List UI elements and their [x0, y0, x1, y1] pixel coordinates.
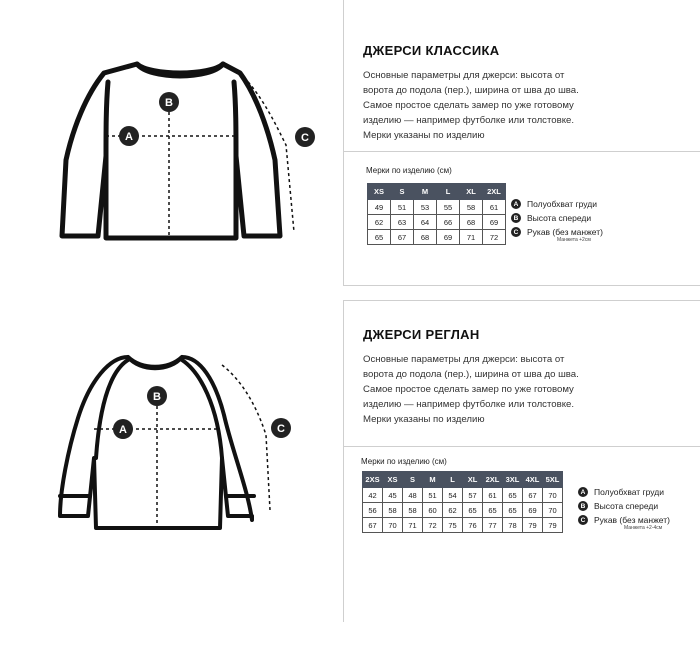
- table-cell: 53: [414, 200, 437, 215]
- table-cell: 64: [414, 215, 437, 230]
- table-cell: 65: [503, 503, 523, 518]
- table-cell: 77: [483, 518, 503, 533]
- raglan-desc-line: изделию — например футболке или толстовке.: [363, 399, 575, 410]
- badge-c-icon: C: [511, 227, 521, 237]
- legend-item: [511, 211, 603, 225]
- size-header: L: [437, 184, 460, 200]
- raglan-table-title: Мерки по изделию (см): [361, 457, 447, 466]
- table-cell: 67: [523, 488, 543, 503]
- table-cell: 66: [437, 215, 460, 230]
- table-cell: 61: [483, 488, 503, 503]
- legend-label: Полуобхват груди: [527, 199, 597, 209]
- raglan-jersey-sketch: [0, 300, 343, 622]
- classic-desc-line: изделию — например футболке или толстовке.: [363, 115, 575, 126]
- legend-label: Высота спереди: [527, 213, 592, 223]
- table-cell: 48: [403, 488, 423, 503]
- size-header: 5XL: [543, 472, 563, 488]
- table-cell: 70: [383, 518, 403, 533]
- badge-a-icon: A: [578, 487, 588, 497]
- table-row: [363, 488, 563, 503]
- classic-desc-line: Самое простое сделать замер по уже готовому: [363, 100, 574, 111]
- classic-section: [363, 43, 693, 143]
- classic-desc-line: Основные параметры для джерси: высота от: [363, 70, 565, 81]
- size-header: 3XL: [503, 472, 523, 488]
- size-header: XL: [460, 184, 483, 200]
- legend-item: [511, 197, 603, 211]
- raglan-section: [363, 327, 693, 427]
- table-cell: 78: [503, 518, 523, 533]
- table-header-row: [363, 472, 563, 488]
- table-cell: 65: [463, 503, 483, 518]
- badge-b-icon: B: [511, 213, 521, 223]
- size-header: M: [423, 472, 443, 488]
- classic-desc-line: ворота до подола (пер.), ширина от шва до шва.: [363, 85, 579, 96]
- cuff-note: Манжета +2-4см: [624, 525, 663, 531]
- table-cell: 58: [403, 503, 423, 518]
- table-cell: 68: [414, 230, 437, 245]
- table-cell: 72: [423, 518, 443, 533]
- table-row: [363, 503, 563, 518]
- table-cell: 45: [383, 488, 403, 503]
- vertical-divider-top: [343, 0, 344, 285]
- table-cell: 71: [460, 230, 483, 245]
- raglan-size-table: [362, 471, 563, 533]
- table-cell: 49: [368, 200, 391, 215]
- raglan-legend: [578, 485, 670, 531]
- marker-a: A: [125, 131, 133, 143]
- table-row: [368, 230, 506, 245]
- table-cell: 67: [363, 518, 383, 533]
- size-header: XS: [383, 472, 403, 488]
- divider-bottom-top: [343, 300, 700, 301]
- table-row: [368, 215, 506, 230]
- table-header-row: [368, 184, 506, 200]
- table-cell: 65: [503, 488, 523, 503]
- legend-label: Рукав (без манжет): [527, 227, 603, 237]
- table-cell: 65: [368, 230, 391, 245]
- table-cell: 42: [363, 488, 383, 503]
- raglan-description: [363, 352, 693, 427]
- table-cell: 55: [437, 200, 460, 215]
- table-cell: 69: [523, 503, 543, 518]
- marker-c: C: [277, 423, 285, 435]
- size-header: S: [403, 472, 423, 488]
- size-header: 2XS: [363, 472, 383, 488]
- table-cell: 57: [463, 488, 483, 503]
- divider-top-mid: [343, 151, 700, 152]
- divider-top-bottom: [343, 285, 700, 286]
- classic-description: [363, 68, 693, 143]
- table-cell: 69: [437, 230, 460, 245]
- legend-item: [578, 485, 670, 499]
- size-header: XS: [368, 184, 391, 200]
- classic-jersey-sketch: [0, 0, 343, 285]
- size-header: S: [391, 184, 414, 200]
- table-cell: 60: [423, 503, 443, 518]
- raglan-desc-line: ворота до подола (пер.), ширина от шва до шва.: [363, 369, 579, 380]
- raglan-desc-line: Мерки указаны по изделию: [363, 414, 485, 425]
- size-header: 4XL: [523, 472, 543, 488]
- table-cell: 62: [368, 215, 391, 230]
- legend-label: Рукав (без манжет): [594, 515, 670, 525]
- table-cell: 54: [443, 488, 463, 503]
- table-cell: 68: [460, 215, 483, 230]
- table-cell: 62: [443, 503, 463, 518]
- size-header: M: [414, 184, 437, 200]
- marker-a: A: [119, 424, 127, 436]
- cuff-note: Манжета +2см: [557, 237, 591, 243]
- table-cell: 51: [391, 200, 414, 215]
- table-cell: 51: [423, 488, 443, 503]
- legend-item: [578, 499, 670, 513]
- table-cell: 79: [543, 518, 563, 533]
- size-header: XL: [463, 472, 483, 488]
- size-header: 2XL: [483, 472, 503, 488]
- table-cell: 71: [403, 518, 423, 533]
- divider-bottom-mid: [343, 446, 700, 447]
- raglan-desc-line: Самое простое сделать замер по уже готовому: [363, 384, 574, 395]
- legend-label: Полуобхват груди: [594, 487, 664, 497]
- classic-jersey-diagram: [0, 0, 343, 285]
- table-cell: 79: [523, 518, 543, 533]
- table-cell: 75: [443, 518, 463, 533]
- table-cell: 67: [391, 230, 414, 245]
- badge-a-icon: A: [511, 199, 521, 209]
- marker-c: C: [301, 132, 309, 144]
- table-cell: 65: [483, 503, 503, 518]
- table-row: [368, 200, 506, 215]
- classic-table-title: Мерки по изделию (см): [366, 166, 452, 175]
- marker-b: B: [165, 97, 173, 109]
- table-cell: 63: [391, 215, 414, 230]
- raglan-title: ДЖЕРСИ РЕГЛАН: [363, 327, 480, 342]
- marker-b: B: [153, 391, 161, 403]
- classic-desc-line: Мерки указаны по изделию: [363, 130, 485, 141]
- table-cell: 58: [383, 503, 403, 518]
- legend-label: Высота спереди: [594, 501, 659, 511]
- raglan-jersey-diagram: [0, 300, 343, 622]
- table-cell: 69: [483, 215, 506, 230]
- table-cell: 56: [363, 503, 383, 518]
- badge-b-icon: B: [578, 501, 588, 511]
- classic-title: ДЖЕРСИ КЛАССИКА: [363, 43, 500, 58]
- table-cell: 58: [460, 200, 483, 215]
- classic-size-table: [367, 183, 506, 245]
- raglan-desc-line: Основные параметры для джерси: высота от: [363, 354, 565, 365]
- badge-c-icon: C: [578, 515, 588, 525]
- table-cell: 72: [483, 230, 506, 245]
- table-cell: 76: [463, 518, 483, 533]
- table-row: [363, 518, 563, 533]
- table-cell: 61: [483, 200, 506, 215]
- size-header: L: [443, 472, 463, 488]
- table-cell: 70: [543, 488, 563, 503]
- size-header: 2XL: [483, 184, 506, 200]
- vertical-divider-bottom: [343, 300, 344, 622]
- table-cell: 70: [543, 503, 563, 518]
- classic-legend: [511, 197, 603, 243]
